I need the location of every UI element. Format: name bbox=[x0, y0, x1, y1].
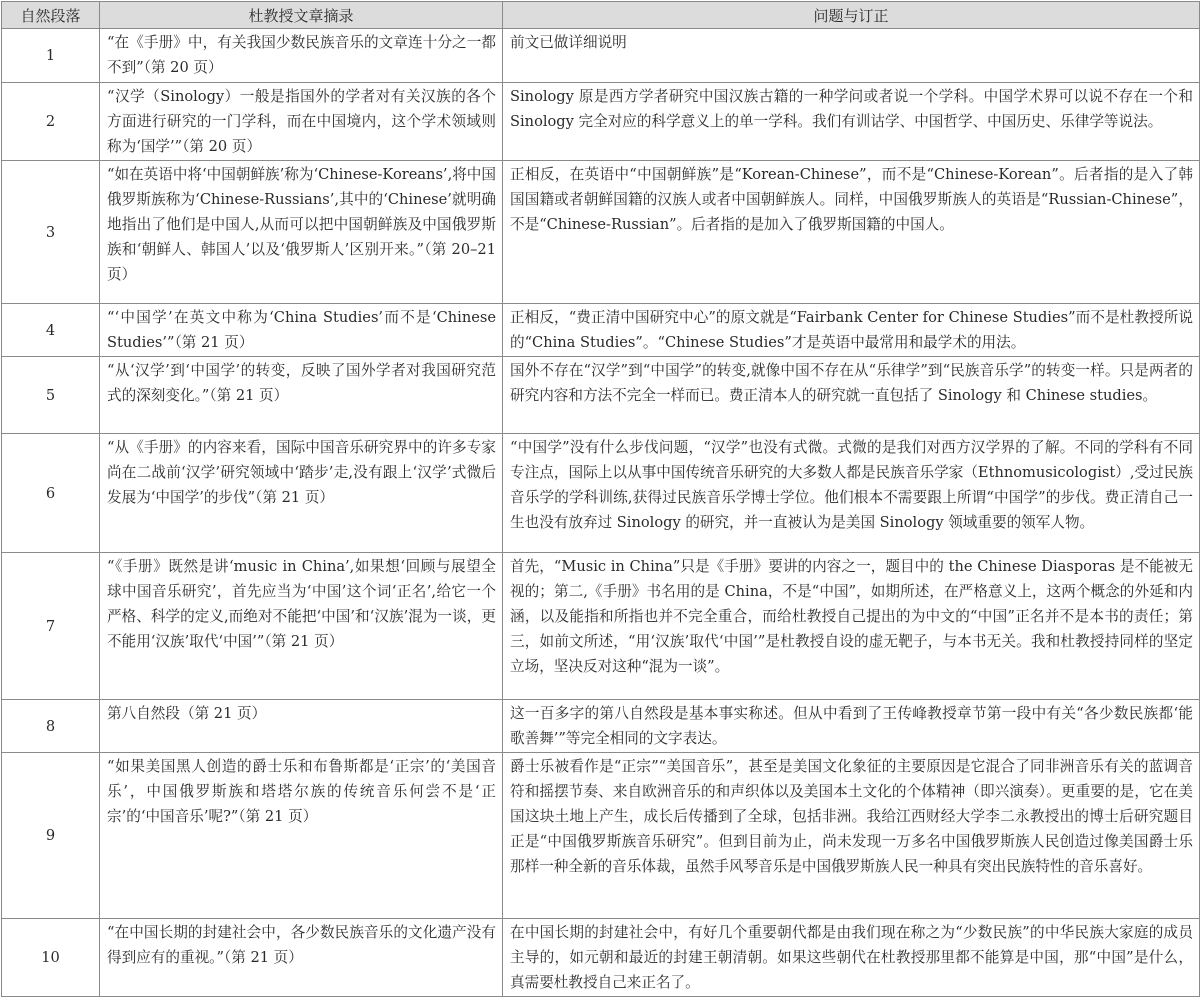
table-row bbox=[2, 553, 1200, 700]
correction-cell: 前文已做详细说明 bbox=[503, 29, 1200, 83]
header-correction: 问题与订正 bbox=[503, 2, 1200, 29]
header-paragraph-number: 自然段落 bbox=[2, 2, 100, 29]
excerpt-cell: “在《手册》中，有关我国少数民族音乐的文章连十分之一都不到”（第 20 页） bbox=[100, 29, 503, 83]
paragraph-number: 1 bbox=[2, 29, 100, 83]
correction-cell: “中国学”没有什么步伐问题，“汉学”也没有式微。式微的是我们对西方汉学界的了解。不同的学科有不同专注点，国际上以从事中国传统音乐研究的大多数人都是民族音乐学家（Ethnomusicologist）,受过民族音乐学的学科训练,获得过民族音乐学博士学位。他们根本不需要跟上所谓“中国学”的步伐。费正清自己一生也没有放弃过 Sinology 的研究，并一直被认为是美国 Sinology 领域重要的领军人物。 bbox=[503, 434, 1200, 553]
table-row bbox=[2, 357, 1200, 434]
table-row bbox=[2, 29, 1200, 83]
excerpt-cell: 第八自然段（第 21 页） bbox=[100, 700, 503, 753]
correction-cell: 首先，“Music in China”只是《手册》要讲的内容之一，题目中的 the Chinese Diasporas 是不能被无视的；第二,《手册》书名用的是 China，不是“中国”，如期所述，在严格意义上，这两个概念的外延和内涵，以及能指和所指也并不完全重合，而给杜教授自己提出的为中文的“中国”正名并不是本书的责任；第三，如前文所述，“用‘汉族’取代‘中国’”是杜教授自设的虚无靶子，与本书无关。我和杜教授持同样的坚定立场，坚决反对这种“混为一谈”。 bbox=[503, 553, 1200, 700]
table-row bbox=[2, 434, 1200, 553]
excerpt-cell: “《手册》既然是讲‘music in China’,如果想‘回顾与展望全球中国音乐研究’，首先应当为‘中国’这个词‘正名’,给它一个严格、科学的定义,而绝对不能把‘中国’和‘汉族’混为一谈，更不能用‘汉族’取代‘中国’”（第 21 页） bbox=[100, 553, 503, 700]
paragraph-number: 4 bbox=[2, 304, 100, 357]
correction-cell: 这一百多字的第八自然段是基本事实称述。但从中看到了王传峰教授章节第一段中有关“各少数民族都‘能歌善舞’”等完全相同的文字表达。 bbox=[503, 700, 1200, 753]
table-row bbox=[2, 753, 1200, 919]
excerpt-cell: “从‘汉学’到‘中国学’的转变，反映了国外学者对我国研究范式的深刻变化。”（第 21 页） bbox=[100, 357, 503, 434]
table-row bbox=[2, 700, 1200, 753]
paragraph-number: 7 bbox=[2, 553, 100, 700]
table-row bbox=[2, 919, 1200, 997]
table-row bbox=[2, 83, 1200, 161]
paragraph-number: 6 bbox=[2, 434, 100, 553]
correction-cell: 在中国长期的封建社会中，有好几个重要朝代都是由我们现在称之为“少数民族”的中华民族大家庭的成员主导的，如元朝和最近的封建王朝清朝。如果这些朝代在杜教授那里都不能算是中国，那“中国”是什么，真需要杜教授自己来正名了。 bbox=[503, 919, 1200, 997]
table-row bbox=[2, 304, 1200, 357]
correction-cell: 正相反，“费正清中国研究中心”的原文就是“Fairbank Center for Chinese Studies”而不是杜教授所说的“China Studies”。“Chinese Studies”才是英语中最常用和最学术的用法。 bbox=[503, 304, 1200, 357]
correction-cell: 爵士乐被看作是“正宗”“美国音乐”，甚至是美国文化象征的主要原因是它混合了同非洲音乐有关的蓝调音符和摇摆节奏、来自欧洲音乐的和声织体以及美国本土文化的个体精神（即兴演奏）。更重要的是，它在美国这块土地上产生，成长后传播到了全球，包括非洲。我给江西财经大学李二永教授出的博士后研究题目正是“中国俄罗斯族音乐研究”。但到目前为止，尚未发现一万多名中国俄罗斯族人民创造过像美国爵士乐那样一种全新的音乐体裁，虽然手风琴音乐是中国俄罗斯族人民一种具有突出民族特性的音乐喜好。 bbox=[503, 753, 1200, 919]
paragraph-number: 5 bbox=[2, 357, 100, 434]
paragraph-number: 2 bbox=[2, 83, 100, 161]
correction-cell: 国外不存在“汉学”到“中国学”的转变,就像中国不存在从“乐律学”到“民族音乐学”的转变一样。只是两者的研究内容和方法不完全一样而已。费正清本人的研究就一直包括了 Sinology 和 Chinese studies。 bbox=[503, 357, 1200, 434]
table-row bbox=[2, 161, 1200, 304]
excerpt-cell: “如果美国黑人创造的爵士乐和布鲁斯都是‘正宗’的‘美国音乐’，中国俄罗斯族和塔塔尔族的传统音乐何尝不是‘正宗’的‘中国音乐’呢?”（第 21 页） bbox=[100, 753, 503, 919]
paragraph-number: 10 bbox=[2, 919, 100, 997]
correction-cell: Sinology 原是西方学者研究中国汉族古籍的一种学问或者说一个学科。中国学术界可以说不存在一个和 Sinology 完全对应的科学意义上的单一学科。我们有训诂学、中国哲学、中国历史、乐律学等说法。 bbox=[503, 83, 1200, 161]
excerpt-cell: “在中国长期的封建社会中，各少数民族音乐的文化遗产没有得到应有的重视。”（第 21 页） bbox=[100, 919, 503, 997]
header-excerpt: 杜教授文章摘录 bbox=[100, 2, 503, 29]
excerpt-cell: “‘中国学’在英文中称为‘China Studies’而不是‘Chinese Studies’”（第 21 页） bbox=[100, 304, 503, 357]
paragraph-number: 8 bbox=[2, 700, 100, 753]
comparison-table bbox=[1, 1, 1200, 997]
excerpt-cell: “汉学（Sinology）一般是指国外的学者对有关汉族的各个方面进行研究的一门学科，而在中国境内，这个学术领域则称为‘国学’”（第 20 页） bbox=[100, 83, 503, 161]
excerpt-cell: “从《手册》的内容来看，国际中国音乐研究界中的许多专家尚在二战前‘汉学’研究领域中‘踏步’走,没有跟上‘汉学’式微后发展为‘中国学’的步伐”（第 21 页） bbox=[100, 434, 503, 553]
excerpt-cell: “如在英语中将‘中国朝鲜族’称为‘Chinese-Koreans’,将中国俄罗斯族称为‘Chinese-Russians’,其中的‘Chinese’就明确地指出了他们是中国人,从而可以把中国朝鲜族及中国俄罗斯族和‘朝鲜人、韩国人’以及‘俄罗斯人’区别开来。”（第 20–21 页） bbox=[100, 161, 503, 304]
correction-cell: 正相反，在英语中“中国朝鲜族”是“Korean-Chinese”，而不是“Chinese-Korean”。后者指的是入了韩国国籍或者朝鲜国籍的汉族人或者中国朝鲜族人。同样，中国俄罗斯族人的英语是“Russian-Chinese”，不是“Chinese-Russian”。后者指的是加入了俄罗斯国籍的中国人。 bbox=[503, 161, 1200, 304]
header-row bbox=[2, 2, 1200, 29]
paragraph-number: 9 bbox=[2, 753, 100, 919]
paragraph-number: 3 bbox=[2, 161, 100, 304]
